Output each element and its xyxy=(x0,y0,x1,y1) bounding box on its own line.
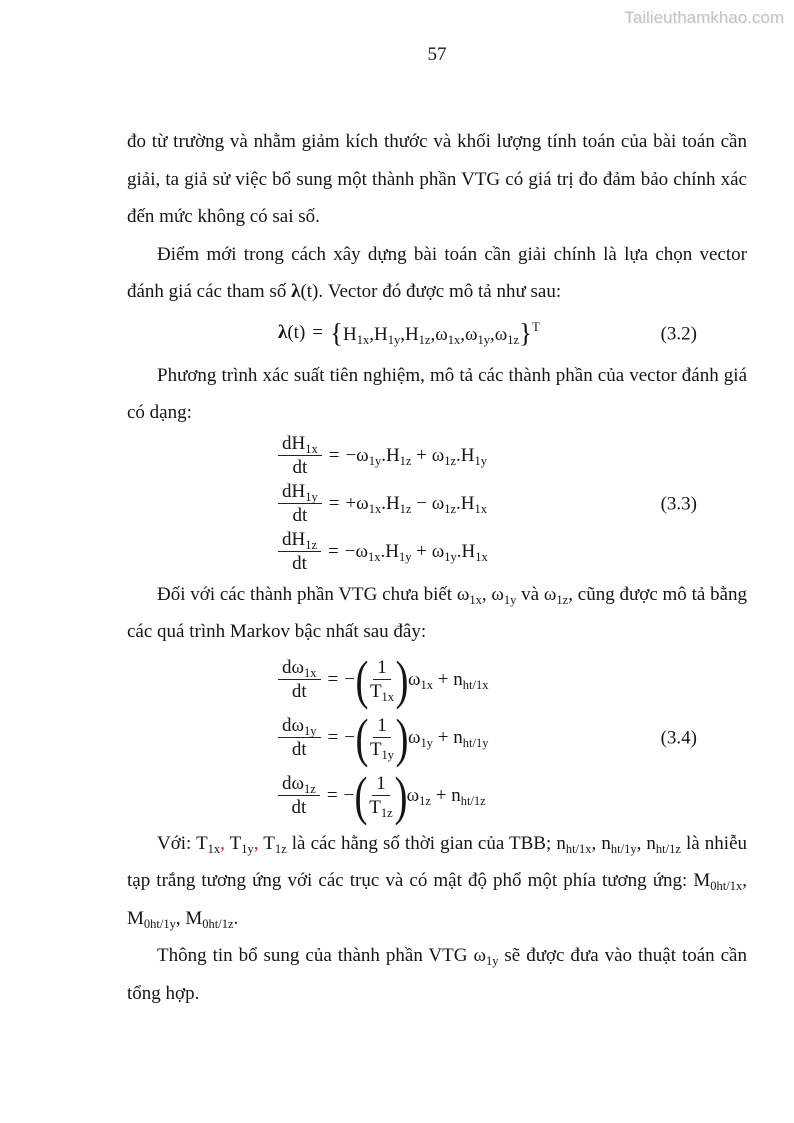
term: H xyxy=(373,323,388,345)
term: ω xyxy=(465,323,478,345)
equals-sign: = xyxy=(327,726,339,748)
equation-3-3 xyxy=(127,432,747,576)
minus-sign: − xyxy=(344,668,355,690)
equation-number: (3.4) xyxy=(660,727,697,748)
term: ω xyxy=(435,323,448,345)
omega-symbol: ω xyxy=(543,583,557,605)
fraction: $\frac{d\omega_{1y}}{dt}$ xyxy=(278,715,321,761)
lambda-symbol: λ xyxy=(291,281,301,302)
paragraph-4: Đối với các thành phần VTG chưa biết $\omega_{1x}$, $\omega_{1y}$ và $\omega_{1z}$, cũng được mô tả bằng các quá trình Markov bậc nhất sau đây: xyxy=(127,583,748,642)
omega-symbol: ω xyxy=(456,583,470,605)
close-brace: } xyxy=(519,317,533,348)
equation-row xyxy=(278,432,487,480)
equation-rhs: = $-\omega_{1y}.H_{1z} + \omega_{1z}.H_{1y}$ xyxy=(328,444,488,468)
equation-3-4-body xyxy=(127,651,747,825)
equation-row xyxy=(278,480,487,528)
vector-set: $\{H_{1x},H_{1y},H_{1z},\omega_{1x},\omega_{1y},\omega_{1z}\}^T$ xyxy=(330,317,540,348)
equals-sign: = xyxy=(312,322,323,344)
fraction: $\frac{dH_{1z}}{dt}$ xyxy=(278,529,321,575)
paragraph-1: đo từ trường và nhằm giảm kích thước và khối lượng tính toán của bài toán cần giải, ta giả sử việc bổ sung một thành phần VTG có giá trị đo đảm bảo chính xác đến mức không có sai số. xyxy=(127,131,747,227)
equation-row xyxy=(278,528,488,576)
term: H xyxy=(404,323,419,345)
equation-rhs: $\omega_{1z} + n_{ht/1z}$ xyxy=(406,784,486,808)
term: ω xyxy=(494,323,508,345)
fraction: $\frac{dH_{1y}}{dt}$ xyxy=(278,481,322,527)
paragraph-2 xyxy=(127,236,747,311)
page-content xyxy=(127,123,747,1012)
fraction: $\frac{1}{T_{1x}}$ xyxy=(369,656,395,704)
equation-row: $\frac{d\omega_{1x}}{dt}$ = − ( $\frac{1}{T_{1x}}$ ) $\omega_{1x} + n_{ht/1x}$ xyxy=(278,651,488,709)
page-number: 57 xyxy=(427,44,447,65)
equation-row: $\frac{d\omega_{1z}}{dt}$ = − ( $\frac{1}{T_{1z}}$ ) $\omega_{1z} + n_{ht/1z}$ xyxy=(278,767,486,825)
omega-symbol: ω xyxy=(491,583,504,605)
red-comma: , xyxy=(253,832,264,854)
paragraph-6: Thông tin bổ sung của thành phần VTG $\omega_{1y}$ sẽ được đưa vào thuật toán cần tổng hợp. xyxy=(127,945,747,1004)
fraction: $\frac{dH_{1x}}{dt}$ xyxy=(278,433,322,479)
paragraph-2-text: Điểm mới trong cách xây dựng bài toán cần giải chính là lựa chọn vector đánh giá các tham số xyxy=(127,243,747,302)
paragraph-3: Phương trình xác suất tiên nghiệm, mô tả các thành phần của vector đánh giá có dạng: xyxy=(127,364,747,423)
equation-lhs xyxy=(278,323,305,344)
omega-symbol: ω xyxy=(473,945,486,966)
open-brace: { xyxy=(330,317,343,348)
paragraph-2-text: (t). Vector đó được mô tả như sau: xyxy=(300,281,562,302)
equation-rhs: $\omega_{1y} + n_{ht/1y}$ xyxy=(408,726,489,750)
equation-3-4 xyxy=(127,651,747,825)
paragraph-5: Với: $T_{1x}$, $T_{1y}$, $T_{1z}$ là các hằng số thời gian của TBB; $n_{ht/1x}$, $n_{ht/1y}$, $n_{ht/1z}$ là nhiễu tạp trắng tương ứng với các trục và có mật độ phổ một phía tương ứng: $M_{0ht/1x}$, $M_{0ht/1y}$, $M_{0ht/1z}$. xyxy=(127,832,748,931)
equation-3-3-body xyxy=(127,432,747,576)
lambda-arg: (t) xyxy=(287,322,306,344)
fraction: $\frac{d\omega_{1x}}{dt}$ xyxy=(278,657,321,703)
term: H xyxy=(342,323,357,345)
equation-rhs: $\omega_{1x} + n_{ht/1x}$ xyxy=(408,668,489,692)
red-comma: , xyxy=(220,832,230,854)
equals-sign: = xyxy=(327,668,339,690)
equation-number: (3.3) xyxy=(660,493,697,514)
transpose-superscript: T xyxy=(532,319,540,334)
minus-sign: − xyxy=(344,726,355,748)
equation-rhs: = $+\omega_{1x}.H_{1z} - \omega_{1z}.H_{1x}$ xyxy=(328,492,488,516)
lambda-symbol: λ xyxy=(278,322,288,344)
watermark: Tailieuthamkhao.com xyxy=(624,8,784,27)
minus-sign: − xyxy=(343,784,355,806)
equation-row: $\frac{d\omega_{1y}}{dt}$ = − ( $\frac{1}{T_{1y}}$ ) $\omega_{1y} + n_{ht/1y}$ xyxy=(278,709,488,767)
equation-3-2 xyxy=(127,311,747,357)
fraction: $\frac{1}{T_{1y}}$ xyxy=(369,714,395,762)
equation-number: (3.2) xyxy=(660,323,697,344)
fraction: $\frac{1}{T_{1z}}$ xyxy=(369,772,393,820)
equation-rhs: = $-\omega_{1x}.H_{1y} + \omega_{1y}.H_{1x}$ xyxy=(328,540,488,564)
fraction: $\frac{d\omega_{1z}}{dt}$ xyxy=(278,773,320,819)
equals-sign: = xyxy=(326,784,338,806)
equation-3-2-body xyxy=(127,311,747,357)
